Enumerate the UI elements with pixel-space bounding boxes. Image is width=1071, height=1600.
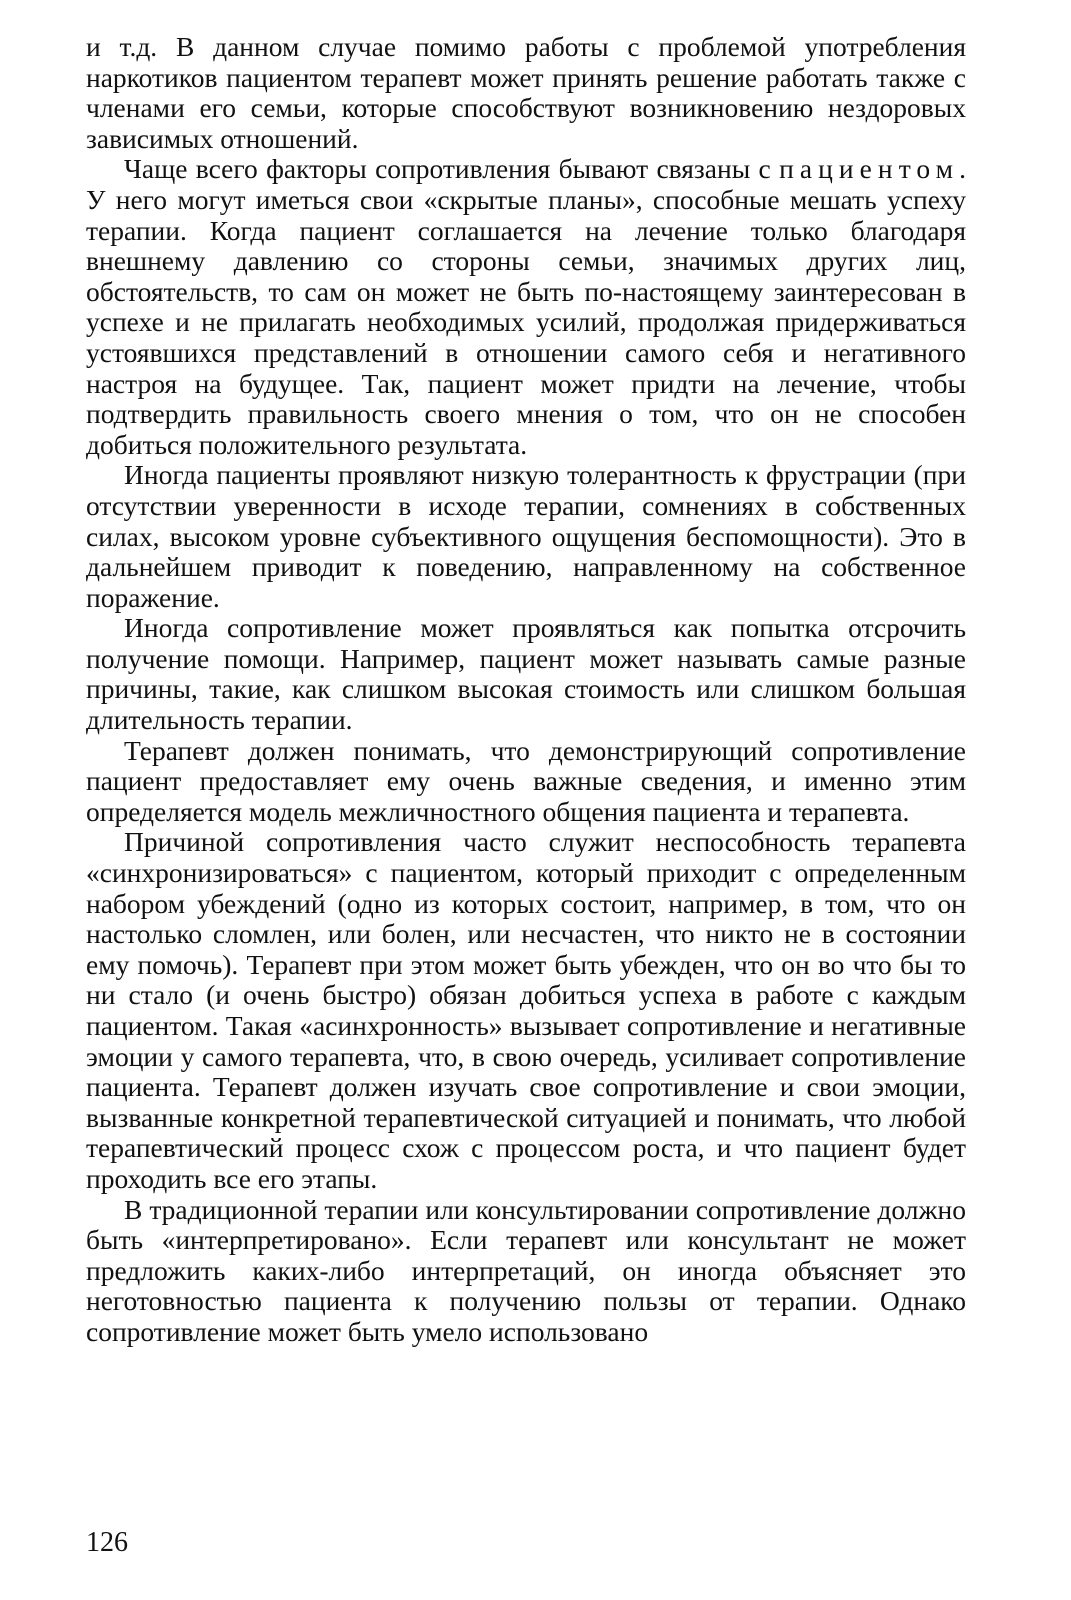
page-number: 126 <box>86 1527 128 1558</box>
paragraph-7 <box>86 1195 966 1348</box>
paragraph-1 <box>86 32 966 154</box>
paragraph-2 <box>86 154 966 460</box>
paragraph-1-text: и т.д. В данном случае помимо работы с проблемой употребления наркотиков пациентом терапевт может принять решение работать также с членами его семьи, которые способствуют возникновению нездоровых зависимых отношений. <box>86 31 966 154</box>
paragraph-4 <box>86 613 966 735</box>
paragraph-3-text: Иногда пациенты проявляют низкую толерантность к фрустрации (при отсутствии уверенности в исходе терапии, сомнениях в собственных силах, высоком уровне субъективного ощущения беспомощности). Это в дальнейшем приводит к поведению, направленному на собственное поражение. <box>86 459 966 613</box>
paragraph-3 <box>86 460 966 613</box>
paragraph-5-text: Терапевт должен понимать, что демонстрирующий сопротивление пациент предоставляет ему очень важные сведения, и именно этим определяется модель межличностного общения пациента и терапевта. <box>86 734 966 827</box>
paragraph-2-lead: Чаще всего факторы сопротивления бывают связаны с <box>124 153 780 185</box>
paragraph-6 <box>86 827 966 1194</box>
paragraph-2-text: . У него могут иметься свои «скрытые планы», способные мешать успеху терапии. Когда пациент соглашается на лечение только благодаря внешнему давлению со стороны семьи, значимых других лиц, обстоятельств, то сам он может не быть по-настоящему заинтересован в успехе и не прилагать необходимых усилий, продолжая придерживаться устоявшихся представлений в отношении самого себя и негативного настроя на будущее. Так, пациент может придти на лечение, чтобы подтвердить правильность своего мнения о том, что он не способен добиться положительного результата. <box>86 153 966 460</box>
page-body <box>86 32 966 1348</box>
paragraph-7-text: В традиционной терапии или консультировании сопротивление должно быть «интерпретировано». Если терапевт или консультант не может предложить каких-либо интерпретаций, он иногда объясняет это неготовностью пациента к получению пользы от терапии. Однако сопротивление может быть умело использовано <box>86 1193 966 1347</box>
paragraph-2-spaced-word: пациентом <box>779 153 960 185</box>
paragraph-4-text: Иногда сопротивление может проявляться как попытка отсрочить получение помощи. Например, пациент может называть самые разные причины, такие, как слишком высокая стоимость или слишком большая длительность терапии. <box>86 612 966 736</box>
paragraph-6-text: Причиной сопротивления часто служит неспособность терапевта «синхронизироваться» с пациентом, который приходит с определенным набором убеждений (одно из которых состоит, например, в том, что он настолько сломлен, или болен, или несчастен, что никто не в состоянии ему помочь). Терапевт при этом может быть убежден, что он во что бы то ни стало (и очень быстро) обязан добиться успеха в работе с каждым пациентом. Такая «асинхронность» вызывает сопротивление и негативные эмоции у самого терапевта, что, в свою очередь, усиливает сопротивление пациента. Терапевт должен изучать свое сопротивление и свои эмоции, вызванные конкретной терапевтической ситуацией и понимать, что любой терапевтический процесс схож с процессом роста, и что пациент будет проходить все его этапы. <box>86 826 966 1194</box>
paragraph-5 <box>86 736 966 828</box>
